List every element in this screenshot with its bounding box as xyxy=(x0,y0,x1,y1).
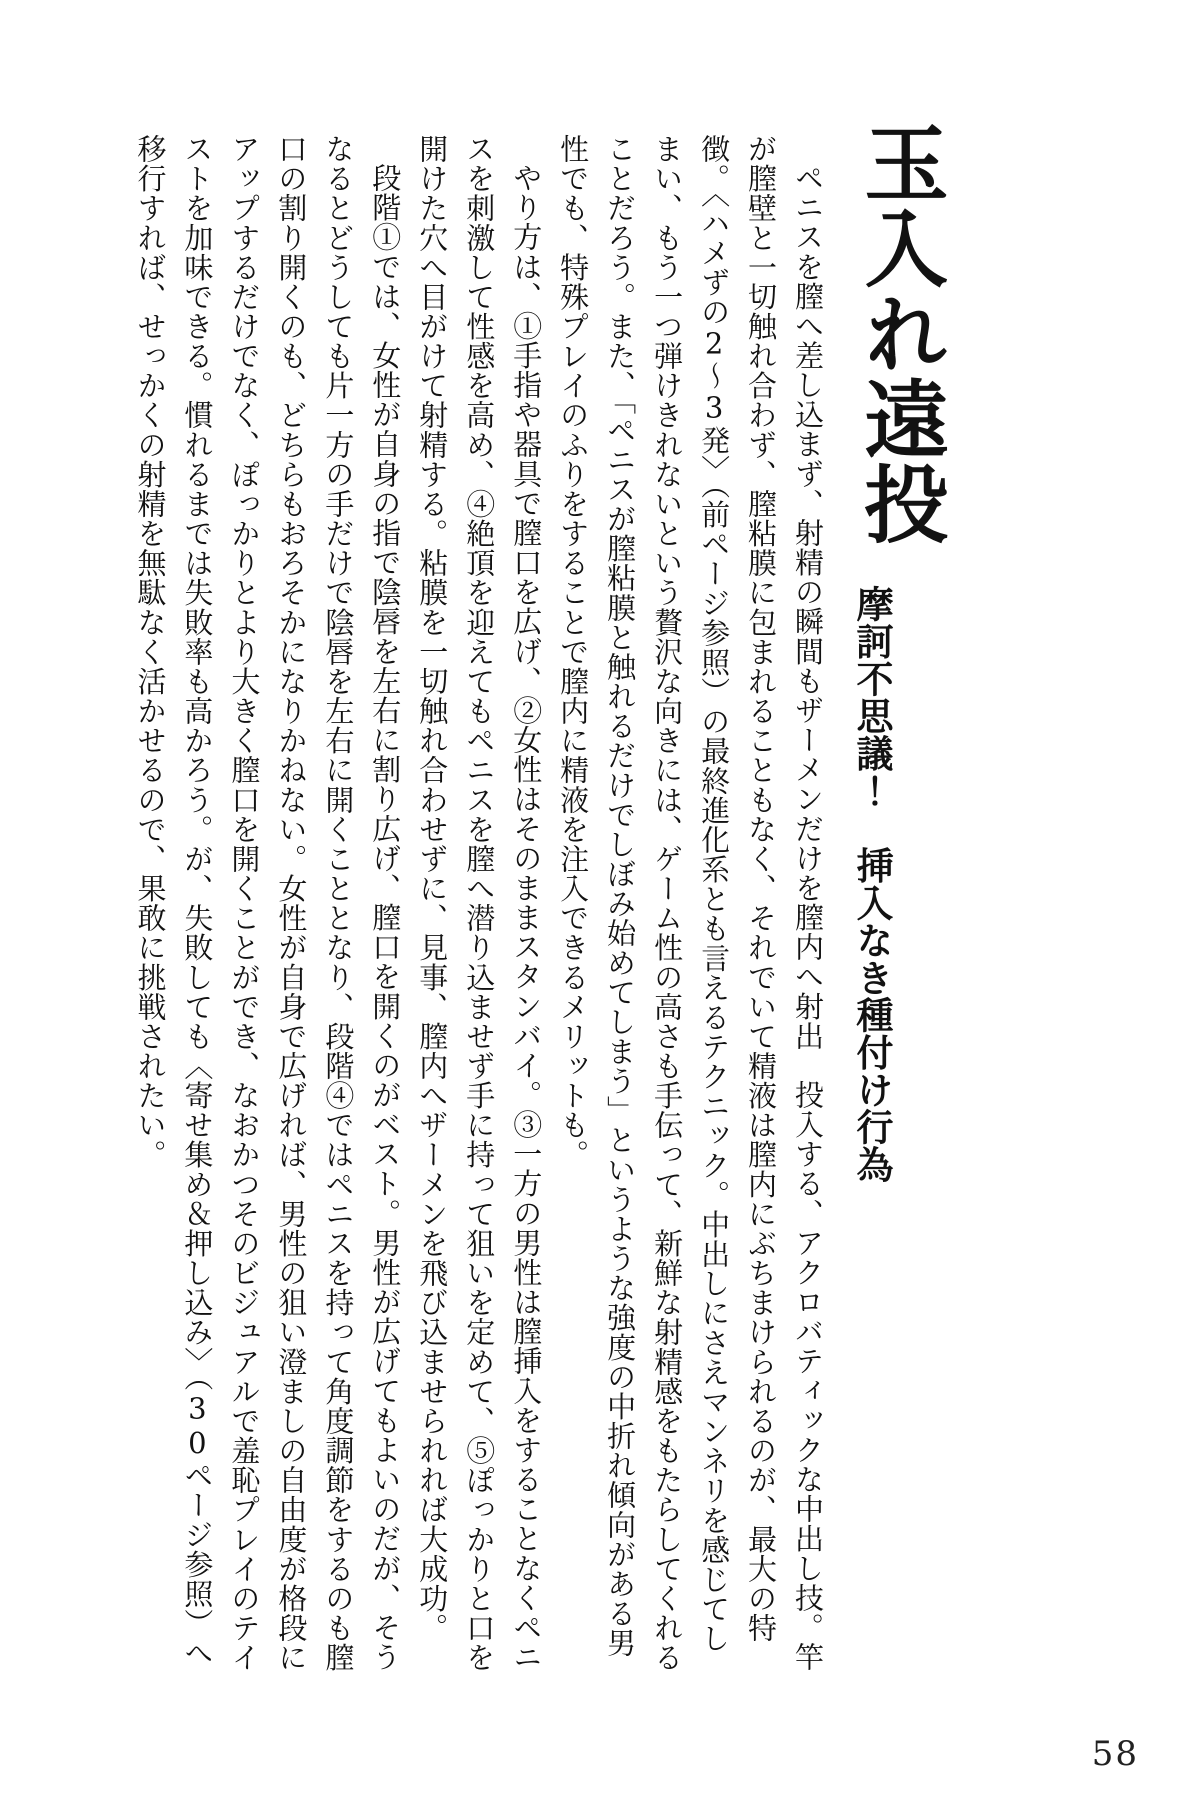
paragraph: 段階①では、女性が自身の指で陰唇を左右に割り広げ、膣口を開くのがベスト。男性が広げてもよいのだが、そうなるとどうしても片一方の手だけで陰唇を左右に開くこととなり、段階④ではペニスを持って角度調節をするのも膣口の割り開くのも、どちらもおろそかになりかねない。女性が自身で広げれば、男性の狙い澄ましの自由度が格段にアップするだけでなく、ぽっかりとより大きく膣口を開くことができ、なおかつそのビジュアルで羞恥プレイのテイストを加味できる。慣れるまでは失敗率も高かろう。が、失敗しても〈寄せ集め＆押し込み〉（30ページ参照）へ移行すれば、せっかくの射精を無駄なく活かせるので、果敢に挑戦されたい。 xyxy=(133,134,403,1673)
page-subtitle: 摩訶不思議！ 挿入なき種付け行為 xyxy=(850,585,894,1183)
page-title: 玉入れ遠投 xyxy=(851,120,950,547)
paragraph: ペニスを膣へ差し込まず、射精の瞬間もザーメンだけを膣内へ射出 投入する、アクロバティックな中出し技。竿が膣壁と一切触れ合わず、膣粘膜に包まれることもなく、それでいて精液は膣内にぶちまけられるのが、最大の特徴。〈ハメずの2～3発〉（前ページ参照）の最終進化系とも言えるテクニック。中出しにさえマンネリを感じてしまい、もう一つ弾けきれないという贅沢な向きには、ゲーム性の高さも手伝って、新鮮な射精感をもたらしてくれることだろう。また、「ペニスが膣粘膜と触れるだけでしぼみ始めてしまう」というような強度の中折れ傾向がある男性でも、特殊プレイのふりをすることで膣内に精液を注入できるメリットも。 xyxy=(556,134,825,1673)
title-block xyxy=(848,120,953,546)
paragraph: やり方は、①手指や器具で膣口を広げ、②女性はそのままスタンバイ。③一方の男性は膣挿入をすることなくペニスを刺激して性感を高め、④絶頂を迎えてもペニスを膣へ潜り込ませず手に持って狙いを定めて、⑤ぽっかりと口を開けた穴へ目がけて射精する。粘膜を一切触れ合わせずに、見事、膣内へザーメンを飛び込ませられれば大成功。 xyxy=(415,134,544,1673)
page-number: 58 xyxy=(1091,1734,1139,1774)
body-text xyxy=(126,134,831,1682)
